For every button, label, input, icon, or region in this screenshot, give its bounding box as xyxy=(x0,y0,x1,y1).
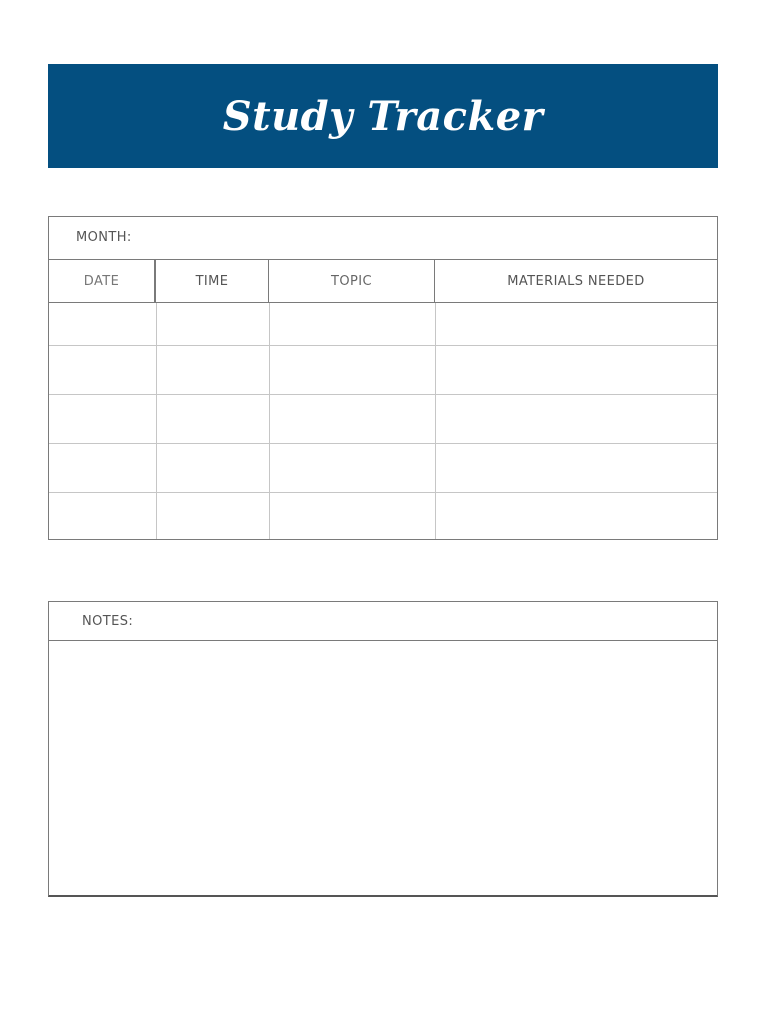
month-label: MONTH: xyxy=(76,230,132,245)
table-header-row xyxy=(49,260,717,303)
table-body xyxy=(49,303,717,539)
header-banner xyxy=(48,64,718,168)
notes-area[interactable] xyxy=(49,641,717,895)
notes-label: NOTES: xyxy=(82,614,134,629)
column-header-topic: TOPIC xyxy=(269,260,435,302)
column-divider xyxy=(435,303,436,539)
column-divider xyxy=(269,303,270,539)
study-tracker-table xyxy=(48,216,718,540)
notes-box xyxy=(48,601,718,897)
column-header-time: TIME xyxy=(156,260,269,302)
column-divider xyxy=(156,303,157,539)
column-header-materials-needed: MATERIALS NEEDED xyxy=(507,273,645,289)
page-title: Study Tracker xyxy=(222,92,544,140)
month-row xyxy=(49,217,717,260)
row-divider xyxy=(49,492,717,493)
column-header-date: DATE xyxy=(49,260,156,302)
row-divider xyxy=(49,443,717,444)
notes-header xyxy=(49,602,717,641)
row-divider xyxy=(49,345,717,346)
row-divider xyxy=(49,394,717,395)
